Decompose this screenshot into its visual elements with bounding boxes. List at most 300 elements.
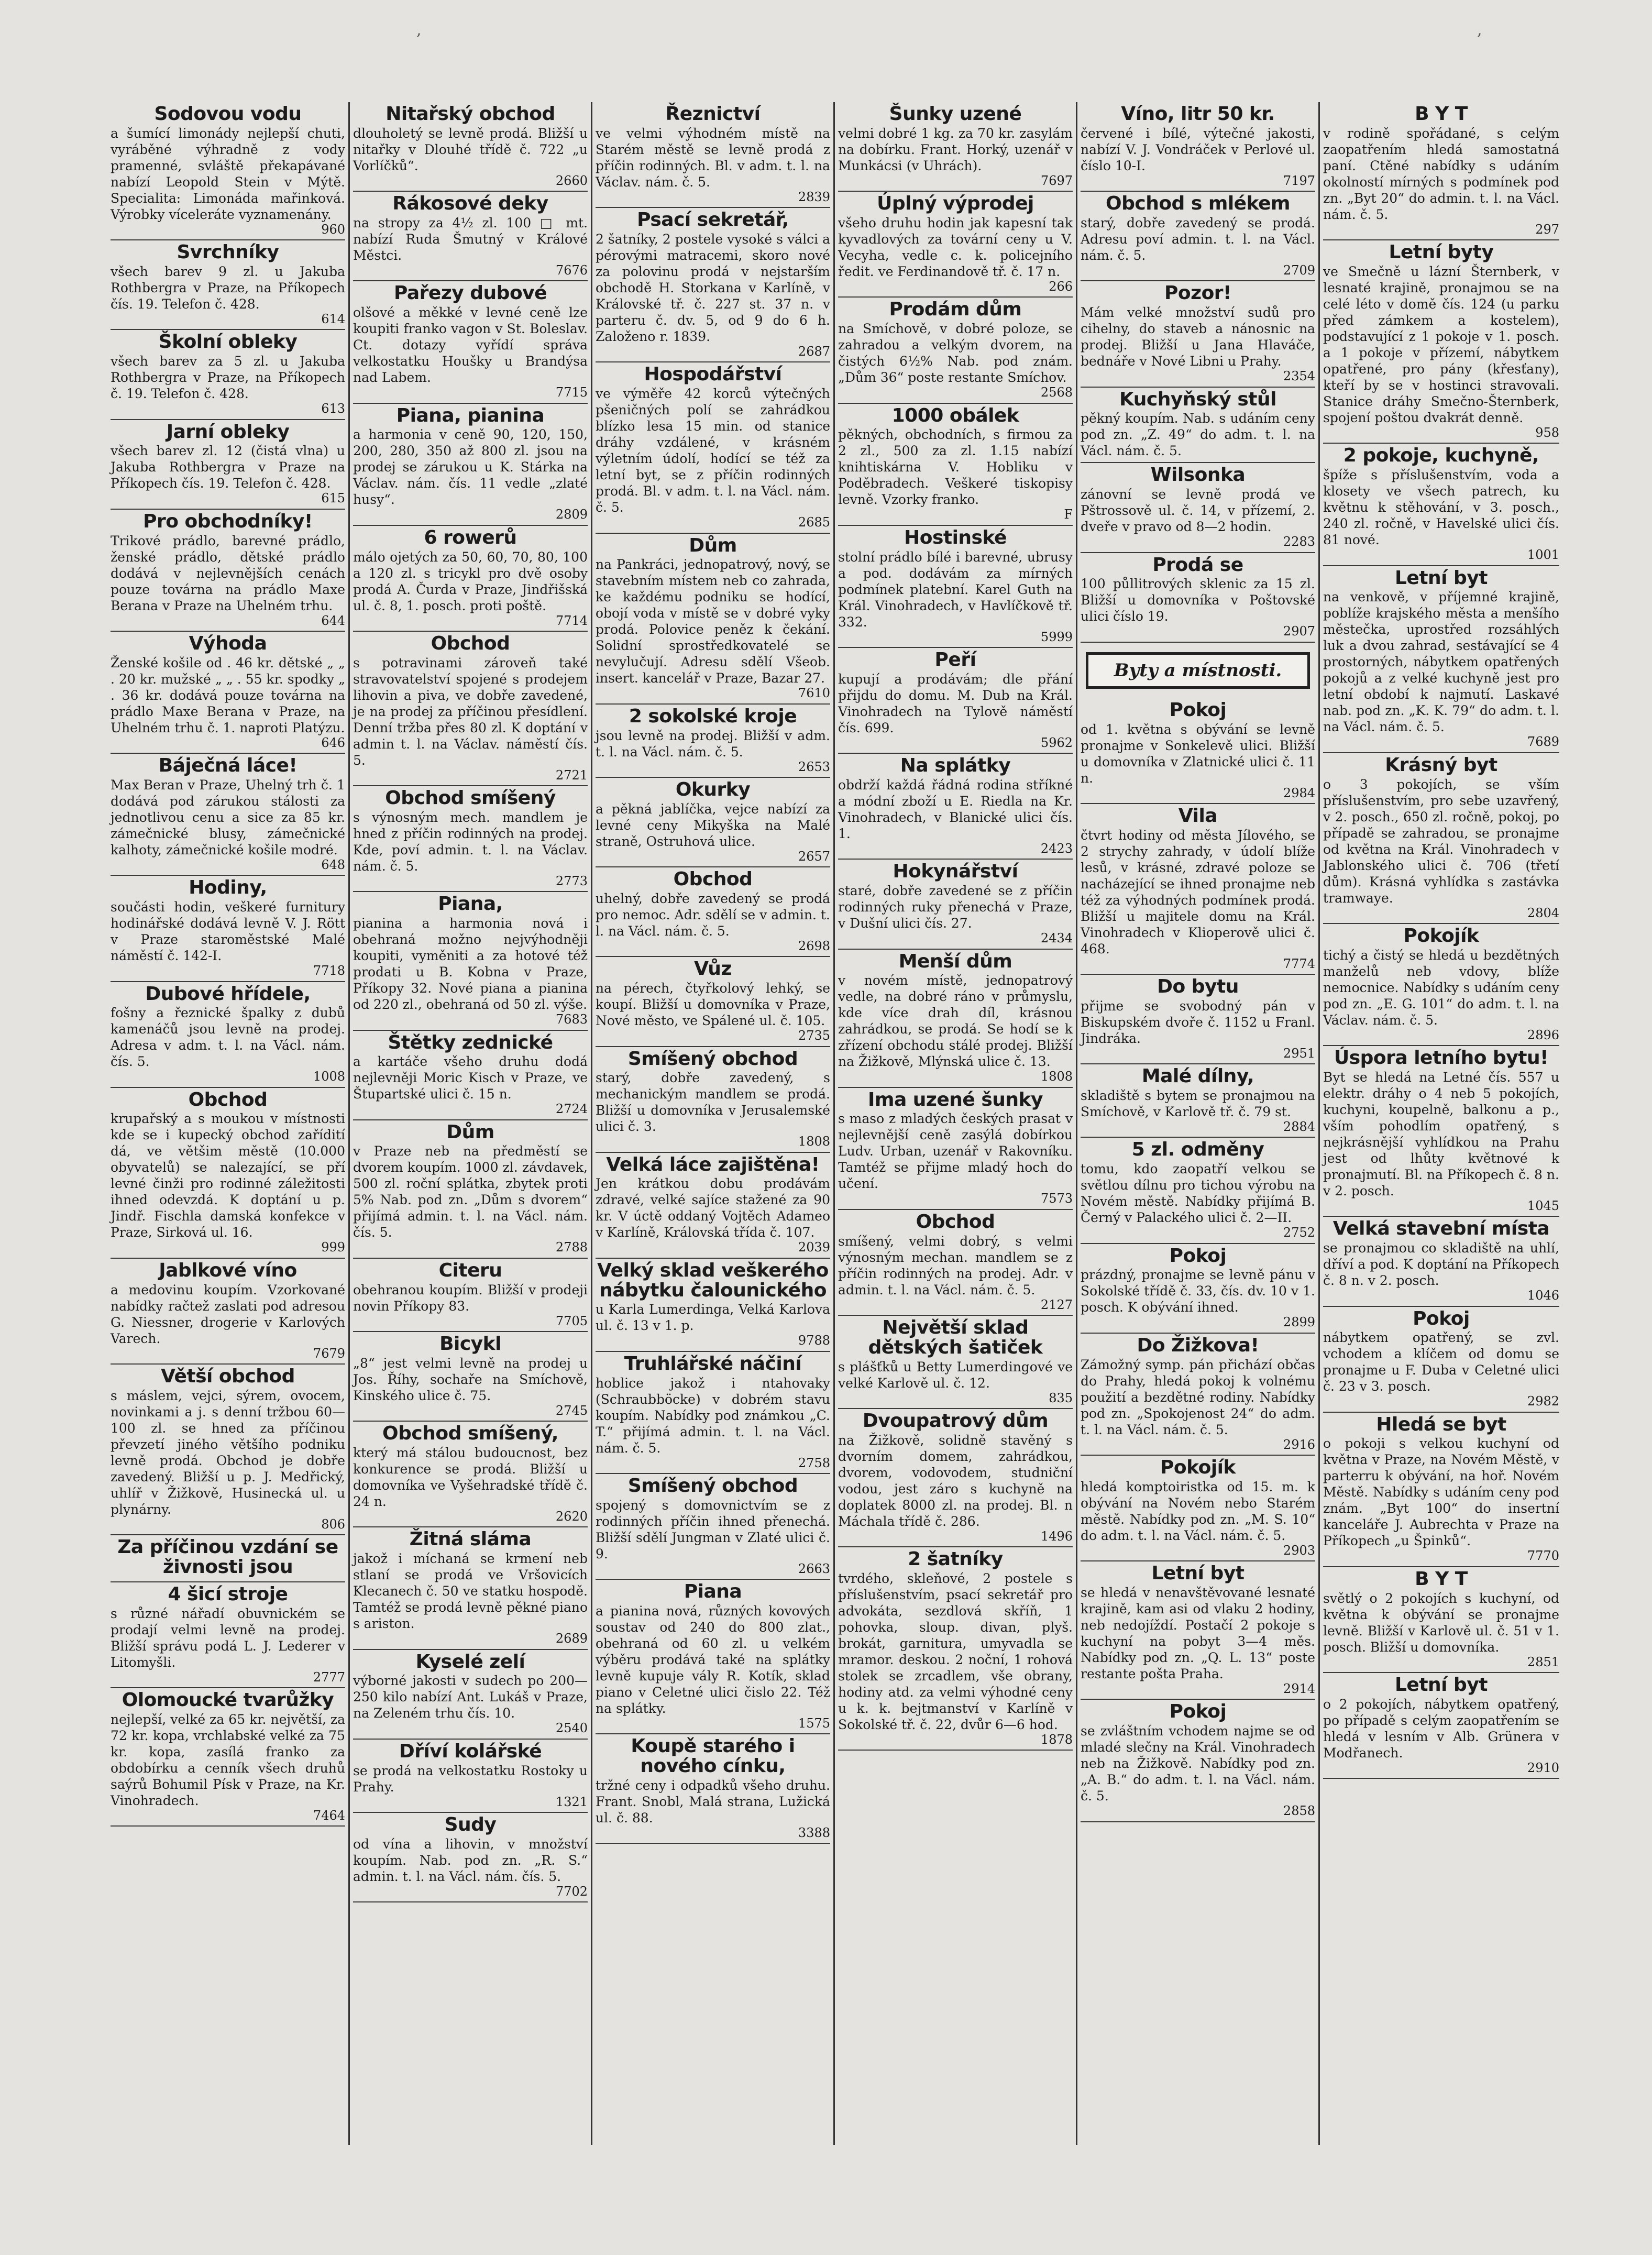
- classified-ad: [838, 192, 1073, 298]
- classified-ad: [111, 1535, 345, 1582]
- ad-number: 7573: [1040, 1191, 1073, 1206]
- ad-number: 7697: [1040, 173, 1073, 188]
- ad-number: 2568: [1040, 385, 1073, 400]
- classified-ad: [111, 420, 345, 510]
- ad-text: o 3 pokojích, se vším příslušenstvím, pro sebe uzavřený, v 2. posch., 650 zl. ročně, pokoj, po případě se zahradou, se pronajme od května na Král. Vinohradech v Jablonského ulici č. 706 (třetí dům). Krásná vyhlídka s zastávka tramwaye.: [1323, 776, 1559, 906]
- ad-number: 2698: [798, 938, 830, 953]
- ad-number: 1808: [1040, 1069, 1073, 1084]
- classified-ad: [596, 1153, 830, 1259]
- ad-heading: 6 rowerů: [424, 526, 517, 548]
- ad-heading: Krásný byt: [1385, 754, 1497, 776]
- ad-heading: Obchod smíšený: [385, 787, 556, 809]
- ad-heading: Za příčinou vzdání se živnosti jsou: [117, 1536, 338, 1578]
- classified-ad: [111, 754, 345, 876]
- ad-heading: Pokoj: [1413, 1307, 1470, 1329]
- ad-heading: Sudy: [444, 1814, 497, 1835]
- ad-text: od 1. května s obývání se levně pronajme v Sonkelevě ulici. Bližší u domovníka v Zlatnické ulici č. 11 n.: [1081, 721, 1315, 786]
- ad-text: přijme se svobodný pán v Biskupském dvoře č. 1152 u Franl. Jindráka.: [1081, 998, 1315, 1046]
- ad-text: na Smíchově, v dobré poloze, se zahradou a velkým dvorem, na čistých 6½% Nab. pod znám. „Dům 36“ poste restante Smíchov.: [838, 321, 1073, 386]
- ad-number: 2903: [1283, 1543, 1315, 1558]
- classified-ad: [596, 1352, 830, 1474]
- ad-number: 2423: [1040, 841, 1073, 856]
- ad-heading: Letní byt: [1394, 567, 1488, 589]
- ad-number: 2914: [1283, 1681, 1315, 1697]
- ad-text: s máslem, vejci, sýrem, ovocem, novinkami a j. s denní tržbou 60—100 zl. se hned za příčinou převzetí jiného většího podniku levně prodá. Obchod je dobře zavedený. Bližší u p. J. Medřický, uhlíř v Žižkově, Husinecká ul. u plynárny.: [111, 1388, 345, 1517]
- classified-ad: [111, 1688, 345, 1827]
- ad-text: jsou levně na prodej. Bližší v adm. t. l. na Václ. nám. č. 5.: [596, 728, 830, 760]
- ad-text: a harmonia v ceně 90, 120, 150, 200, 280, 350 až 800 zl. jsou na prodej se zárukou u K. Stárka na Václav. nám. čís. 11 vedle „zlaté husy“.: [353, 427, 588, 508]
- ad-text: s různé nářadí obuvnickém se prodají velmi levně na prodej. Bližší správu podá L. J. Lederer v Litomyšli.: [111, 1605, 345, 1670]
- ad-heading: Dům: [446, 1121, 494, 1143]
- classified-ad: [111, 1088, 345, 1259]
- ad-number: 1496: [1040, 1528, 1073, 1544]
- ad-heading: Sodovou vodu: [154, 103, 302, 125]
- ad-text: na Pankráci, jednopatrový, nový, se stavebním místem neb co zahrada, ke každému podniku se hodící, obojí voda v místě se v dobré vyky prodá. Polovice peněz k čekání. Solidní sprostředkovatelé se nevylučují. Adresu sdělí Všeob. insert. kancelář v Praze, Bazar 27.: [596, 557, 830, 686]
- classified-ad: [1081, 698, 1315, 804]
- classified-ad: [596, 362, 830, 533]
- ad-heading: Koupě starého i nového cínku,: [631, 1735, 795, 1777]
- classified-ad: [353, 1422, 588, 1527]
- ad-text: a šumící limonády nejlepší chuti, vyráběné výhradně z vody pramenné, svláště překapávané nabízí Leopold Stein v Mýtě. Specialita: Limonáda mařinková. Výrobky víceleráte vyznamenány.: [111, 125, 345, 222]
- ad-heading: Obchod: [916, 1211, 995, 1233]
- classified-ad: [1323, 924, 1559, 1046]
- ad-number: 2884: [1283, 1119, 1315, 1135]
- classified-ad: [1081, 102, 1315, 192]
- ad-heading: Vila: [1178, 805, 1218, 827]
- column-2: [350, 102, 592, 2145]
- ad-text: s výnosným mech. mandlem je hned z příčin rodinných na prodej. Kde, poví admin. t. l. na Václav. nám. č. 5.: [353, 809, 588, 874]
- ad-heading: 4 šicí stroje: [168, 1583, 288, 1605]
- ad-number: 648: [321, 857, 345, 872]
- ad-number: 2788: [555, 1240, 588, 1255]
- ad-number: 2721: [555, 767, 588, 783]
- ad-number: 2657: [798, 849, 830, 864]
- classified-ad: [596, 705, 830, 778]
- ad-number: 1878: [1040, 1732, 1073, 1747]
- ad-text: obdrží každá řádná rodina stříkné a módní zboží u E. Riedla na Kr. Vinohradech, v Blanické ulici čís. 1.: [838, 777, 1073, 841]
- classified-ad: [353, 102, 588, 192]
- ad-number: 2039: [798, 1240, 830, 1255]
- classified-ad: [111, 1582, 345, 1688]
- classified-ad: [838, 1547, 1073, 1751]
- ad-text: uhelný, dobře zavedený se prodá pro nemoc. Adr. sdělí se v admin. t. l. na Václ. nám. č. 5.: [596, 890, 830, 939]
- ad-heading: 2 šatníky: [908, 1548, 1003, 1570]
- column-5: [1077, 102, 1320, 2145]
- ad-number: 2907: [1283, 624, 1315, 639]
- ad-text: s maso z mladých českých prasat v nejlevnější ceně zasýlá dobírkou Ludv. Urban, uzenář v Rakovníku. Tamtéž se přijme mladý hoch do učení.: [838, 1111, 1073, 1192]
- ad-number: 2910: [1527, 1760, 1559, 1775]
- column-6: [1320, 102, 1562, 2145]
- ad-heading: Smíšený obchod: [627, 1475, 798, 1497]
- ad-number: 7770: [1527, 1548, 1559, 1564]
- ad-heading: Pařezy dubové: [393, 282, 547, 304]
- ad-number: 7683: [555, 1012, 588, 1027]
- column-1: [107, 102, 350, 2145]
- ad-text: „8“ jest velmi levně na prodej u Jos. Říhy, sochaře na Smíchově, Kinského ulice č. 75.: [353, 1355, 588, 1403]
- ad-number: 2663: [798, 1561, 830, 1576]
- ad-text: na pérech, čtyřkolový lehký, se koupí. Bližší u domovníka v Praze, Nové město, ve Spálené ul. č. 105.: [596, 981, 830, 1029]
- ad-text: všech barev za 5 zl. u Jakuba Rothbergra v Praze, na Příkopech č. 19. Telefon č. 428.: [111, 354, 345, 402]
- ad-number: 2653: [798, 759, 830, 774]
- ad-heading: Pokoj: [1169, 699, 1227, 721]
- classified-ad: [1323, 240, 1559, 444]
- classified-ad: [838, 1088, 1073, 1210]
- ad-heading: Letní byt: [1394, 1674, 1488, 1696]
- classified-ad: [1081, 463, 1315, 553]
- classified-ad: [1081, 1561, 1315, 1700]
- ad-text: tvrdého, skleňové, 2 postele s příslušenstvím, psací sekretář pro advokáta, sezdlová skříň, 1 pohovka, sloup. divan, plyš. brokát, garnitura, umyvadla se mramor. deskou. 2 noční, 1 rohová stolek se zrcadlem, vše obrany, hodiny atd. za velmi výhodné ceny u k. k. bejtmanství v Karlíně v Sokolské tř. č. 22, dvůr 6—6 hod.: [838, 1571, 1073, 1733]
- ad-text: velmi dobré 1 kg. za 70 kr. zasylám na dobírku. Frant. Horký, uzenář v Munkácsi (v Uhrách).: [838, 125, 1073, 173]
- ad-text: starý, dobře zavedený, s mechanickým mandlem se prodá. Bližší u domovníka v Jerusalemské ulici č. 3.: [596, 1070, 830, 1135]
- ad-number: 2540: [555, 1721, 588, 1736]
- classified-ad: [111, 876, 345, 982]
- ad-heading: Olomoucké tvarůžky: [122, 1689, 334, 1711]
- ad-number: 7714: [555, 613, 588, 628]
- classified-ad: [838, 950, 1073, 1088]
- ad-number: 2984: [1283, 785, 1315, 800]
- ad-heading: Velká stavební místa: [1332, 1218, 1550, 1240]
- ad-heading: Hostinské: [904, 526, 1007, 548]
- ad-text: všech barev zl. 12 (čistá vlna) u Jakuba Rothbergra v Praze na Příkopech čís. 19. Telefon č. 428.: [111, 443, 345, 491]
- ad-number: 2283: [1283, 534, 1315, 549]
- column-4: [835, 102, 1077, 2145]
- classified-ad: [111, 632, 345, 754]
- ad-text: smíšený, velmi dobrý, s velmi výnosným mechan. mandlem se z příčin rodinných na prodej. Adr. v admin. t. l. na Václ. nám. č. 5.: [838, 1233, 1073, 1297]
- ad-heading: Největší sklad dětských šatiček: [868, 1317, 1043, 1358]
- ad-number: 5999: [1040, 629, 1073, 644]
- ad-heading: Školní obleky: [158, 331, 298, 353]
- ad-number: 7715: [555, 385, 588, 400]
- ad-heading: Dříví kolářské: [399, 1740, 542, 1762]
- ad-text: spojený s domovnictvím se z rodinných příčin ihned přenechá. Bližší sdělí Jungman v Zlaté ulici č. 9.: [596, 1497, 830, 1561]
- ad-number: 1808: [798, 1134, 830, 1149]
- classified-ad: [353, 1031, 588, 1120]
- classified-ad: [1081, 1064, 1315, 1138]
- ad-heading: Svrchníky: [177, 241, 279, 263]
- ad-heading: Letní byt: [1151, 1563, 1244, 1585]
- classified-ad: [1081, 553, 1315, 643]
- ad-number: 7464: [313, 1808, 345, 1823]
- ad-heading: Menší dům: [898, 950, 1012, 972]
- page-mark: ,: [1477, 21, 1482, 39]
- ad-heading: Ima uzené šunky: [868, 1088, 1043, 1110]
- ad-number: 1046: [1527, 1288, 1559, 1303]
- ad-heading: Letní byty: [1389, 241, 1494, 263]
- classified-ad: [353, 632, 588, 786]
- ad-heading: Smíšený obchod: [627, 1048, 798, 1070]
- classified-columns: [107, 102, 1563, 2145]
- ad-text: o 2 pokojích, nábytkem opatřený, po případě s celým zaopatřením se hledá v lesním v Alb. Grünera v Modřanech.: [1323, 1696, 1559, 1761]
- ad-number: 2809: [555, 507, 588, 522]
- ad-heading: Pokoj: [1169, 1245, 1227, 1267]
- ad-text: na Žižkově, solidně stavěný s dvorním domem, zahrádkou, dvorem, vodovodem, studniční vodou, jest záro s kuchyně na doplatek 8000 zl. na prodej. Bl. n Máchala třídě č. 286.: [838, 1432, 1073, 1529]
- ad-number: 2777: [313, 1669, 345, 1685]
- ad-heading: Obchod: [673, 868, 753, 890]
- classified-ad: [596, 1580, 830, 1734]
- classified-ad: [1323, 1307, 1559, 1413]
- ad-number: 1008: [313, 1069, 345, 1084]
- classified-ad: [596, 208, 830, 362]
- classified-ad: [353, 1259, 588, 1332]
- ad-number: 1045: [1527, 1198, 1559, 1213]
- ad-heading: Piana, pianina: [396, 404, 545, 426]
- ad-text: hledá komptoiristka od 15. m. k obývání na Novém nebo Starém městě. Nabídky pod zn. „M. S. 10“ do adm. t. l. na Václ. nám. č. 5.: [1081, 1479, 1315, 1543]
- ad-text: nábytkem opatřený, se zvl. vchodem a klíčem od domu se pronajme u F. Duba v Celetné ulici č. 23 v 3. posch.: [1323, 1330, 1559, 1394]
- ad-text: Byt se hledá na Letné čís. 557 u elektr. dráhy o 4 neb 5 pokojích, kuchyni, koupelně, balkonu a p., vším pohodlím opatřený, s nejkrásnější vyhlídkou na Prahu jest od lhůty květnové k pronajmutí. Bl. na Příkopech č. 8 n. v 2. posch.: [1323, 1069, 1559, 1198]
- classified-ad: [1081, 281, 1315, 387]
- ad-text: o pokoji s velkou kuchyní od května v Praze, na Novém Městě, v parterru k obývání, na hoř. Novém Městě. Nabídky s udáním ceny pod znám. „Byt 100“ do insertní kanceláře J. Aubrechta v Praze na Příkopech „u Špinků“.: [1323, 1436, 1559, 1549]
- ad-text: s potravinami zároveň také stravovatelství spojené s prodejem lihovin a piva, ve dobře zavedené, je na prodej za příčinou přesídlení. Denní tržba přes 80 zl. K doptání v admin t. l. na Václav. náměstí čís. 5.: [353, 655, 588, 768]
- ad-text: a medovinu koupím. Vzorkované nabídky račtež zaslati pod adresou G. Niessner, drogerie v Karlových Varech.: [111, 1282, 345, 1346]
- ad-text: pianina a harmonia nová i obehraná možno nejvýhodněji koupiti, vyměniti a za hotové též prodati u B. Kobna v Praze, Příkopy 32. Nové piana a pianina od 220 zl., obehraná od 50 zl. výše.: [353, 916, 588, 1013]
- ad-heading: Piana: [684, 1581, 742, 1603]
- classified-ad: [353, 281, 588, 403]
- ad-heading: Hospodářství: [644, 364, 782, 386]
- ad-text: součásti hodin, veškeré furnitury hodinářské dodává levně V. J. Rött v Praze staroměstské Malé náměstí č. 142-I.: [111, 899, 345, 964]
- ad-number: 2851: [1527, 1654, 1559, 1669]
- ad-heading: Obchod: [188, 1088, 268, 1110]
- ad-heading: Štětky zednické: [388, 1031, 553, 1053]
- classified-ad: [596, 1734, 830, 1844]
- classified-ad: [838, 1210, 1073, 1316]
- classified-ad: [1081, 388, 1315, 464]
- ad-heading: Pozor!: [1164, 282, 1231, 304]
- ad-heading: Velký sklad veškerého nábytku čalounického: [597, 1259, 829, 1301]
- classified-ad: [1081, 1244, 1315, 1334]
- classified-ad: [353, 1332, 588, 1422]
- classified-ad: [1081, 1456, 1315, 1561]
- classified-ad: [1323, 753, 1559, 924]
- ad-number: 2899: [1283, 1315, 1315, 1330]
- ad-text: starý, dobře zavedený se prodá. Adresu poví admin. t. l. na Václ. nám. č. 5.: [1081, 215, 1315, 263]
- ad-text: ve velmi výhodném místě na Starém městě se levně prodá z příčin rodinných. Bl. v adm. t. l. na Václav. nám. č. 5.: [596, 125, 830, 190]
- ad-number: 613: [321, 401, 345, 416]
- ad-heading: Hokynářství: [893, 861, 1018, 883]
- ad-number: 7702: [555, 1884, 588, 1899]
- classified-ad: [353, 786, 588, 892]
- ad-number: 2354: [1283, 369, 1315, 384]
- ad-heading: Vůz: [694, 958, 732, 980]
- ad-heading: Šunky uzené: [889, 103, 1022, 125]
- classified-ad: [838, 754, 1073, 860]
- column-3: [592, 102, 835, 2145]
- classified-ad: [596, 102, 830, 208]
- ad-heading: Do Žižkova!: [1137, 1334, 1259, 1356]
- classified-ad: [838, 1409, 1073, 1547]
- classified-ad: [1323, 102, 1559, 240]
- ad-text: hoblice jakož i ntahovaky (Schraubböcke) v dobrém stavu koupím. Nabídky pod známkou „C. T.“ přijímá admin. t. l. na Václ. nám. č. 5.: [596, 1375, 830, 1456]
- ad-number: 2434: [1040, 931, 1073, 946]
- ad-number: 2709: [1283, 262, 1315, 278]
- ad-heading: Truhlářské náčiní: [624, 1352, 802, 1374]
- classified-ad: [1323, 1046, 1559, 1217]
- ad-number: 7610: [798, 686, 830, 701]
- ad-heading: Obchod smíšený,: [382, 1423, 558, 1445]
- ad-text: u Karla Lumerdinga, Velká Karlova ul. č. 13 v 1. p.: [596, 1302, 830, 1334]
- ad-number: 644: [321, 613, 345, 628]
- ad-number: 2916: [1283, 1437, 1315, 1452]
- ad-text: staré, dobře zavedené se z příčin rodinných ruky přenechá v Praze, v Dušní ulici čís. 27.: [838, 883, 1073, 931]
- ad-text: se prodá na velkostatku Rostoky u Prahy.: [353, 1763, 588, 1795]
- ad-heading: Piana,: [438, 893, 503, 915]
- section-banner: Byty a místnosti.: [1086, 652, 1310, 689]
- classified-ad: [353, 526, 588, 632]
- ad-heading: 2 pokoje, kuchyně,: [1343, 445, 1539, 467]
- ad-number: 7679: [313, 1346, 345, 1361]
- ad-text: špíže s příslušenstvím, voda a klosety ve všech patrech, ku květnu k stěhování, v 3. posch., 240 zl. ročně, v Havelské ulici čís. 81 nové.: [1323, 467, 1559, 548]
- ad-heading: Prodá se: [1152, 554, 1243, 576]
- ad-number: 2724: [555, 1102, 588, 1117]
- ad-heading: 5 zl. odměny: [1131, 1139, 1264, 1161]
- ad-number: 2685: [798, 515, 830, 530]
- ad-number: 2839: [798, 189, 830, 204]
- ad-heading: Okurky: [675, 778, 751, 800]
- ad-heading: Víno, litr 50 kr.: [1121, 103, 1275, 125]
- ad-heading: Jablkové víno: [159, 1259, 297, 1281]
- ad-number: 7718: [313, 963, 345, 978]
- classified-ad: [353, 404, 588, 526]
- ad-heading: Větší obchod: [161, 1366, 295, 1388]
- ad-heading: Pokojík: [1403, 925, 1479, 947]
- ad-number: 960: [321, 222, 345, 237]
- ad-text: prázdný, pronajme se levně pánu v Sokolské třídě č. 33, čís. dv. 10 v 1. posch. K obývání ihned.: [1081, 1267, 1315, 1315]
- ad-heading: Pokoj: [1169, 1701, 1227, 1723]
- ad-number: 7689: [1527, 734, 1559, 750]
- ad-number: 2620: [555, 1509, 588, 1524]
- ad-heading: Úplný výprodej: [877, 193, 1034, 215]
- ad-text: se hledá v nenavštěvované lesnaté krajině, kam asi od vlaku 2 hodiny, neb nedojíždí. Postačí 2 pokoje s kuchyní na pobyt 3—4 měs. Nabídky pod zn. „Q. L. 13“ poste restante pošta Praha.: [1081, 1585, 1315, 1682]
- classified-ad: [596, 1047, 830, 1153]
- classified-ad: [596, 1474, 830, 1580]
- ad-number: 2773: [555, 873, 588, 888]
- ad-heading: Hodiny,: [189, 877, 267, 899]
- ad-text: jakož i míchaná se krmení neb stlaní se prodá ve Vršovicích Klecanech č. 50 ve statku hospodě. Tamtéž se prodá levně pěkné piano s ariston.: [353, 1551, 588, 1632]
- ad-text: a kartáče všeho druhu dodá nejlevněji Moric Kisch v Praze, ve Štupartské ulici č. 15 n.: [353, 1054, 588, 1102]
- ad-text: Trikové prádlo, barevné prádlo, ženské prádlo, dětské prádlo dodává v nejlevnějších cenách pouze továrna na prádlo Maxe Berana v Praze na Uhelném trhu.: [111, 533, 345, 613]
- ad-text: v rodině spořádané, s celým zaopatřením hledá samostatná paní. Ctěné nabídky s udáním okolností mírných s podmínek pod zn. „Byt 20“ do admin. t. l. na Václ. nám. č. 5.: [1323, 125, 1559, 222]
- classified-ad: [353, 892, 588, 1030]
- classified-ad: [353, 1740, 588, 1813]
- ad-text: pěkný koupím. Nab. s udáním ceny pod zn. „Z. 49“ do adm. t. l. na Václ. nám. č. 5.: [1081, 411, 1315, 459]
- ad-heading: Peří: [934, 648, 976, 670]
- ad-heading: Jarní obleky: [166, 421, 290, 443]
- ad-text: tržné ceny i odpadků všeho druhu. Frant. Snobl, Malá strana, Lužická ul. č. 88.: [596, 1778, 830, 1826]
- ad-text: na stropy za 4½ zl. 100 □ mt. nabízí Ruda Šmutný v Králové Městci.: [353, 215, 588, 263]
- ad-heading: Dům: [689, 534, 737, 556]
- ad-text: všech barev 9 zl. u Jakuba Rothbergra v Praze, na Příkopech čís. 19. Telefon č. 428.: [111, 263, 345, 312]
- ad-heading: B Y T: [1415, 1568, 1468, 1590]
- ad-text: se pronajmou co skladiště na uhlí, dříví a pod. K doptání na Příkopech č. 8 n. v 2. posch.: [1323, 1240, 1559, 1289]
- ad-text: fošny a řeznické špalky z dubů kamenáčů jsou levně na prodej. Adresa v adm. t. l. na Václ. nám. čís. 5.: [111, 1005, 345, 1070]
- ad-number: 2735: [798, 1028, 830, 1043]
- classified-ad: [111, 1365, 345, 1535]
- ad-text: a pianina nová, různých kovových soustav od 240 do 800 zlat., obehraná od 60 zl. u velkém výběru prodává také na splátky levně kupuje vály R. Kotík, sklad piano v Celetné ulici čislo 22. Též na splátky.: [596, 1603, 830, 1717]
- ad-number: 2951: [1283, 1046, 1315, 1061]
- ad-number: 7705: [555, 1313, 588, 1328]
- classified-ad: [1081, 1138, 1315, 1244]
- ad-number: 3388: [798, 1825, 830, 1841]
- ad-heading: Bicykl: [439, 1333, 501, 1355]
- classified-ad: [1323, 1217, 1559, 1306]
- ad-number: 266: [1049, 279, 1073, 294]
- ad-text: krupařský a s moukou v místnosti kde se i kupecký obchod zařídití dá, ve většim městě (10.000 obyvatelů) se nalezající, se pří levné činži pro rodinné záležitosti ihned odevzdá. K doptání u p. Jindř. Fischla damská konfekce v Praze, Sirková ul. 16.: [111, 1111, 345, 1240]
- classified-ad: [1081, 975, 1315, 1064]
- ad-heading: Kuchyňský stůl: [1119, 388, 1276, 410]
- ad-heading: Žitná sláma: [409, 1528, 532, 1550]
- classified-ad: [1323, 566, 1559, 753]
- ad-number: 2804: [1527, 905, 1559, 920]
- classified-ad: [353, 1120, 588, 1259]
- ad-heading: Hledá se byt: [1376, 1413, 1506, 1435]
- ad-number: 2858: [1283, 1803, 1315, 1819]
- ad-text: od vína a lihovin, v množství koupím. Nab. pod zn. „R. S.“ admin. t. l. na Václ. nám. čís. 5.: [353, 1836, 588, 1884]
- classified-ad: [111, 982, 345, 1088]
- ad-text: v novém místě, jednopatrový vedle, na dobré ráno v průmyslu, kde více drah díl, krásnou zahrádkou, se prodá. Se hodí se k zřízení obchodu stálé prodej. Bližší na Žižkově, Mlýnská ulice č. 13.: [838, 973, 1073, 1070]
- ad-number: 2687: [798, 344, 830, 359]
- ad-heading: 1000 obálek: [891, 404, 1019, 426]
- classified-ad: [838, 298, 1073, 403]
- ad-heading: Wilsonka: [1150, 464, 1246, 486]
- ad-heading: Úspora letního bytu!: [1334, 1047, 1549, 1069]
- classified-ad: [596, 534, 830, 705]
- ad-number: 5962: [1040, 735, 1073, 750]
- ad-text: stolní prádlo bílé i barevné, ubrusy a pod. dodávám za mírných podmínek platební. Karel Guth na Král. Vinohradech, v Havlíčkově tř. 332.: [838, 549, 1073, 630]
- ad-number: 806: [321, 1516, 345, 1532]
- ad-number: 2745: [555, 1403, 588, 1418]
- ad-text: ve výměře 42 korců výtečných pšeničných polí se zahrádkou blízko lesa 15 min. od stanice dráhy vzdálené, v krásném výletním údolí, hodící se též za letní byt, se z příčin rodinných prodá. Bl. v adm. t. l. na Václ. nám. č. 5.: [596, 386, 830, 515]
- ad-number: 7197: [1283, 173, 1315, 188]
- classified-ad: [1323, 1673, 1559, 1779]
- ad-text: s plášťků u Betty Lumerdingové ve velké Karlově ul. č. 12.: [838, 1359, 1073, 1391]
- ad-number: 2896: [1527, 1027, 1559, 1042]
- ad-number: 297: [1535, 222, 1559, 237]
- ad-text: olšové a měkké v levné ceně lze koupiti franko vagon v St. Boleslav. Ct. dotazy vyřídí správa velkostatku Houšky u Brandýsa nad Labem.: [353, 305, 588, 386]
- ad-heading: B Y T: [1415, 103, 1468, 125]
- ad-heading: Malé dílny,: [1141, 1065, 1254, 1087]
- ad-heading: Citeru: [438, 1259, 502, 1281]
- classified-ad: [596, 957, 830, 1047]
- ad-text: se zvláštním vchodem najme se od mladé slečny na Král. Vinohradech neb na Žižkově. Nabídky pod zn. „A. B.“ do adm. t. l. na Václ. nám. č. 5.: [1081, 1723, 1315, 1804]
- ad-text: nejlepší, velké za 65 kr. největší, za 72 kr. kopa, vrchlabské velké za 75 kr. kopa, zasílá franko za obdobírku a cenník všech druhů saýrů Bohumil Písk v Praze, na Kr. Vinohradech.: [111, 1711, 345, 1808]
- classified-ad: [1081, 1334, 1315, 1456]
- ad-heading: Psací sekretář,: [637, 209, 789, 231]
- classified-ad: [1081, 804, 1315, 975]
- ad-heading: 2 sokolské kroje: [629, 705, 797, 727]
- ad-text: 2 šatníky, 2 postele vysoké s válci a pérovými matracemi, skoro nové za polovinu prodá v nejstarším obchodě H. Storkana v Karlíně, v Královské tř. č. 227 st. 37 n. v parteru č. dv. 5, od 9 do 6 h. Založeno r. 1839.: [596, 231, 830, 344]
- ad-text: Mám velké množství sudů pro cihelny, do staveb a nánosnic na prodej. Bližší u Jana Hlaváče, bednáře v Nové Libni u Prahy.: [1081, 305, 1315, 369]
- classified-ad: [596, 778, 830, 867]
- ad-text: výborné jakosti v sudech po 200—250 kilo nabízí Ant. Lukáš v Praze, na Zeleném trhu čís. 10.: [353, 1673, 588, 1721]
- ad-text: obehranou koupím. Bližší v prodeji novin Příkopy 83.: [353, 1282, 588, 1314]
- classified-ad: [596, 1259, 830, 1352]
- classified-ad: [1323, 1567, 1559, 1673]
- ad-number: 835: [1049, 1390, 1073, 1405]
- ad-heading: Rákosové deky: [392, 193, 548, 215]
- ad-heading: Na splátky: [900, 755, 1011, 777]
- ad-text: dlouholetý se levně prodá. Bližší u nitařky v Dlouhé třídě č. 722 „u Vorlíčků“.: [353, 125, 588, 173]
- classified-ad: [353, 1813, 588, 1902]
- ad-number: 2982: [1527, 1394, 1559, 1409]
- ad-heading: Nitařský obchod: [386, 103, 555, 125]
- ad-text: a pěkná jablíčka, vejce nabízí za levné ceny Mikyška na Malé straně, Ostruhová ulice.: [596, 801, 830, 849]
- ad-text: světlý o 2 pokojích s kuchyní, od května k obývání se pronajme levně. Bližší v Karlově ul. č. 51 v 1. posch. Bližší u domovníka.: [1323, 1590, 1559, 1655]
- ad-heading: Řeznictví: [665, 103, 761, 125]
- classified-ad: [111, 240, 345, 330]
- ad-heading: Pro obchodníky!: [143, 510, 313, 532]
- classified-ad: [111, 1259, 345, 1365]
- ad-number: 2127: [1040, 1297, 1073, 1312]
- ad-number: 2758: [798, 1455, 830, 1470]
